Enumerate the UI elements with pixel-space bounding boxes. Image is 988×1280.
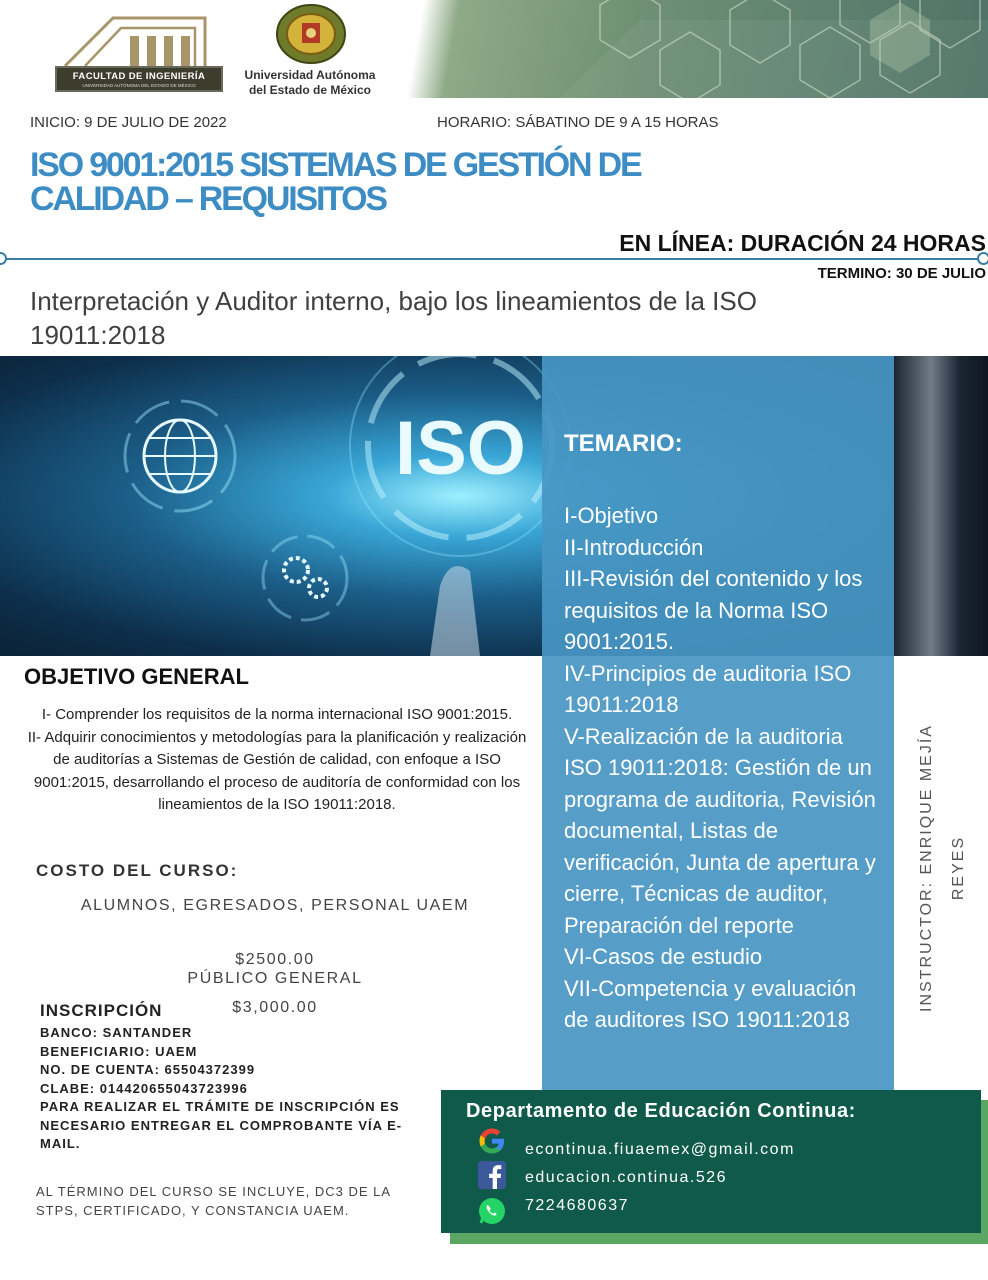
contact-phone[interactable]: 7224680637 <box>525 1197 629 1214</box>
divider-line <box>0 258 988 260</box>
inscription-instructions: PARA REALIZAR EL TRÁMITE DE INSCRIPCIÓN ES NECESARIO ENTREGAR EL COMPROBANTE VÍA E-MAIL. <box>40 1099 403 1151</box>
header-hexagon-banner <box>400 0 988 98</box>
hexagon-pattern-icon <box>400 0 988 98</box>
temario-item: I-Objetivo <box>564 503 659 528</box>
cost-group-students: ALUMNOS, EGRESADOS, PERSONAL UAEM <box>80 897 470 914</box>
objective-line1: I- Comprender los requisitos de la norma internacional ISO 9001:2015. <box>41 706 513 723</box>
objective-line2: II- Adquirir conocimientos y metodologías para la planificación y realización de auditorías a Sistemas de Gestión de calidad, con enfoque a ISO 9001:2015, desarrollando el proceso de auditoría de conformidad con los lineamientos de la ISO 19011:2018. <box>27 728 527 813</box>
instructor-line2: REYES <box>950 835 967 901</box>
inscription-details <box>40 1024 430 1154</box>
cost-group-public: PÚBLICO GENERAL <box>187 970 363 987</box>
schedule: HORARIO: SÁBATINO DE 9 A 15 HORAS <box>437 114 719 131</box>
faculty-building-icon <box>55 6 223 68</box>
course-subtitle: Interpretación y Auditor interno, bajo los lineamientos de la ISO 19011:2018 <box>30 286 757 350</box>
beneficiary: BENEFICIARIO: UAEM <box>40 1043 198 1059</box>
clabe-number: CLABE: 014420655043723996 <box>40 1080 248 1096</box>
course-title-line2: CALIDAD – REQUISITOS <box>30 180 386 218</box>
temario-list <box>564 500 884 1036</box>
objective-text <box>24 704 530 817</box>
instructor-line1: INSTRUCTOR: ENRIQUE MEJÍA <box>918 724 935 1012</box>
seal-icon <box>275 3 347 65</box>
temario-item: V-Realización de la auditoria ISO 19011:2018: Gestión de un programa de auditoria, Revisión documental, Listas de verificación, Junta de apertura y cierre, Técnicas de auditor, Preparación del reporte <box>564 723 876 938</box>
completion-note: AL TÉRMINO DEL CURSO SE INCLUYE, DC3 DE LA STPS, CERTIFICADO, Y CONSTANCIA UAEM. <box>36 1184 391 1218</box>
photo-dark-strip <box>893 356 988 656</box>
cost-title: COSTO DEL CURSO: <box>36 861 239 880</box>
course-title <box>30 148 790 216</box>
university-name <box>230 68 390 98</box>
iso-graphic-text: ISO <box>395 406 526 491</box>
faculty-logo-plate <box>55 66 223 92</box>
faculty-logo-text: FACULTAD DE INGENIERÍA <box>72 71 206 82</box>
whatsapp-icon <box>477 1196 507 1226</box>
contact-title: Departamento de Educación Continua: <box>466 1100 856 1122</box>
google-icon <box>477 1126 507 1156</box>
contact-email[interactable]: econtinua.fiuaemex@gmail.com <box>525 1141 795 1158</box>
contact-facebook[interactable]: educacion.continua.526 <box>525 1169 728 1186</box>
account-number: NO. DE CUENTA: 65504372399 <box>40 1062 256 1077</box>
bank-name: BANCO: SANTANDER <box>40 1025 193 1040</box>
university-name-line2: del Estado de México <box>248 83 372 97</box>
university-name-line1: Universidad Autónoma <box>244 68 376 82</box>
cost-price-public: $3,000.00 <box>232 999 318 1016</box>
temario-item: III-Revisión del contenido y los requisitos de la Norma ISO 9001:2015. <box>564 566 863 654</box>
temario-title: TEMARIO: <box>564 430 683 457</box>
duration-text: EN LÍNEA: DURACIÓN 24 HORAS <box>619 230 986 256</box>
course-title-line1: ISO 9001:2015 SISTEMAS DE GESTIÓN DE <box>30 146 641 184</box>
inscription-title: INSCRIPCIÓN <box>40 1001 163 1020</box>
cost-price-students: $2500.00 <box>235 951 315 968</box>
divider-dot-left <box>0 252 7 265</box>
instructor-name <box>911 708 975 1028</box>
start-date: INICIO: 9 DE JULIO DE 2022 <box>30 114 227 131</box>
university-seal-logo <box>275 3 347 65</box>
temario-item: VII-Competencia y evaluación de auditores ISO 19011:2018 <box>564 975 857 1032</box>
faculty-logo-subtext: UNIVERSIDAD AUTÓNOMA DEL ESTADO DE MÉXICO <box>82 83 196 88</box>
temario-item: VI-Casos de estudio <box>564 944 763 969</box>
end-date: TERMINO: 30 DE JULIO <box>817 265 986 282</box>
facebook-icon <box>477 1160 507 1190</box>
temario-item: II-Introducción <box>564 534 704 560</box>
faculty-logo <box>55 6 223 96</box>
temario-item: IV-Principios de auditoria ISO 19011:2018 <box>564 660 852 717</box>
objective-title: OBJETIVO GENERAL <box>24 664 249 689</box>
